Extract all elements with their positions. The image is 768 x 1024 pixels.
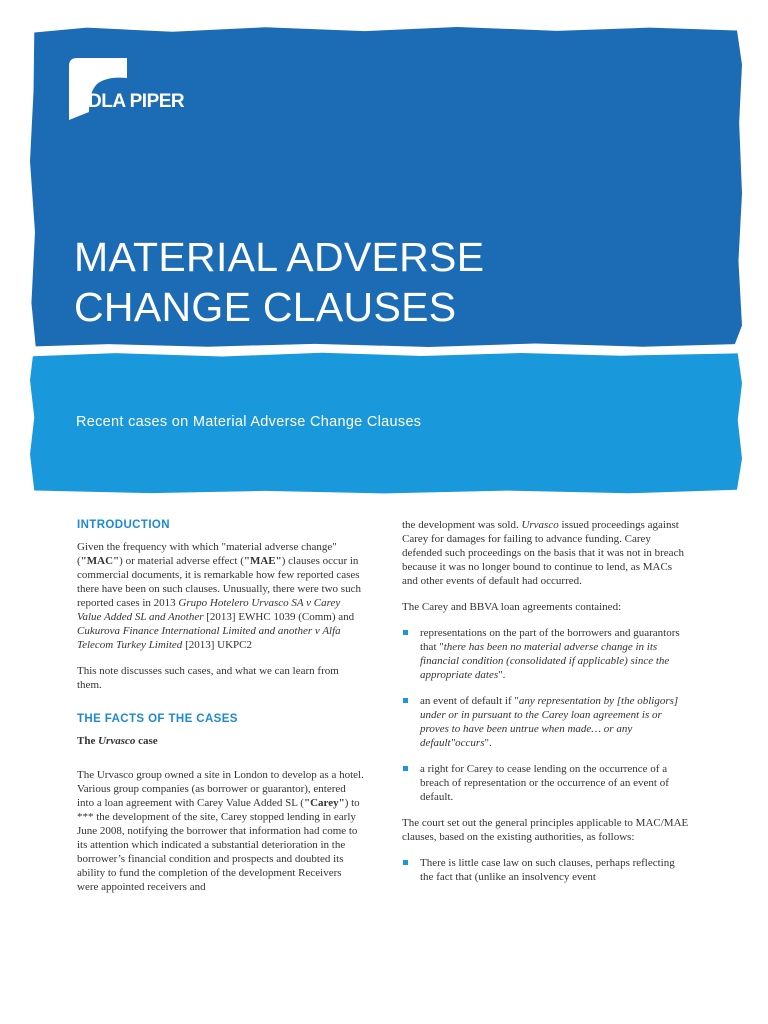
loan-agreements-intro: The Carey and BBVA loan agreements contained: xyxy=(402,601,622,613)
note-purpose-paragraph: This note discusses such cases, and what we can learn from them. xyxy=(77,665,339,691)
case-citation-urvasco: Grupo Hotelero Urvasco SA v Carey Value Added SL and Another xyxy=(77,597,341,623)
left-column xyxy=(77,518,365,894)
court-principles-paragraph: The court set out the general principles applicable to MAC/MAE clauses, based on the existing authorities, as follows: xyxy=(402,817,689,843)
facts-heading: THE FACTS OF THE CASES xyxy=(77,713,238,725)
bullet-square-icon xyxy=(403,630,408,635)
loan-terms-list xyxy=(402,626,690,804)
introduction-paragraph: Given the frequency with which "material adverse change" ("MAC") or material adverse effect ("MAE") clauses occur in commercial documents, it is remarkable how few reported cases there have been on such clauses. Unusually, there were two such reported cases in 2013 Grupo Hotelero Urvasco SA v Carey Value Added SL and Another [2013] EWHC 1039 (Comm) and Cukurova Finance International Limited and another v Alfa Telecom Turkey Limited [2013] UKPC2 xyxy=(77,541,361,651)
principles-list xyxy=(402,856,690,884)
logo-text: DLA PIPER xyxy=(88,91,185,112)
title-line-2: CHANGE CLAUSES xyxy=(74,284,457,330)
mae-term: "MAE" xyxy=(243,555,282,567)
title-line-1: MATERIAL ADVERSE xyxy=(74,234,485,280)
list-item: a right for Carey to cease lending on the occurrence of a breach of representation or the occurrence of an event of default. xyxy=(402,762,690,804)
bullet-square-icon xyxy=(403,860,408,865)
bullet-square-icon xyxy=(403,766,408,771)
list-item: representations on the part of the borrowers and guarantors that "there has been no material adverse change in its financial condition (consolidated if applicable) since the appropriate dates". xyxy=(402,626,690,682)
urvasco-case-subheading: The Urvasco case xyxy=(77,735,158,747)
proceedings-paragraph: the development was sold. Urvasco issued proceedings against Carey for damages for failing to advance funding. Carey defended such proceedings on the basis that it was not in breach because it was no longer bound to continue to lend, as MACs and other events of default had occurred. xyxy=(402,519,684,587)
list-item: There is little case law on such clauses, perhaps reflecting the fact that (unlike an insolvency event xyxy=(402,856,690,884)
subtitle: Recent cases on Material Adverse Change Clauses xyxy=(76,414,422,430)
introduction-heading: INTRODUCTION xyxy=(77,519,170,531)
list-item: an event of default if "any representation by [the obligors] under or in pursuant to the Carey loan agreement is or proves to have been untrue when made… or any default"occurs". xyxy=(402,694,690,750)
carey-term: "Carey" xyxy=(303,797,345,809)
urvasco-facts-paragraph: The Urvasco group owned a site in London to develop as a hotel. Various group companies (as borrower or guarantor), entered into a loan agreement with Carey Value Added SL ("Carey") to *** the development of the site, Carey stopped lending in early June 2008, notifying the borrower that information had come to its attention which indicated a substantial deterioration in the borrower’s financial condition and prospects and doubted its ability to fund the completion of the development Receivers were appointed receivers and xyxy=(77,769,364,893)
mac-term: "MAC" xyxy=(80,555,120,567)
right-column xyxy=(402,518,690,884)
bullet-square-icon xyxy=(403,698,408,703)
page-title xyxy=(74,232,714,332)
dla-piper-logo xyxy=(67,56,197,126)
case-citation-cukurova: Cukurova Finance International Limited and another v Alfa Telecom Turkey Limited xyxy=(77,625,341,651)
